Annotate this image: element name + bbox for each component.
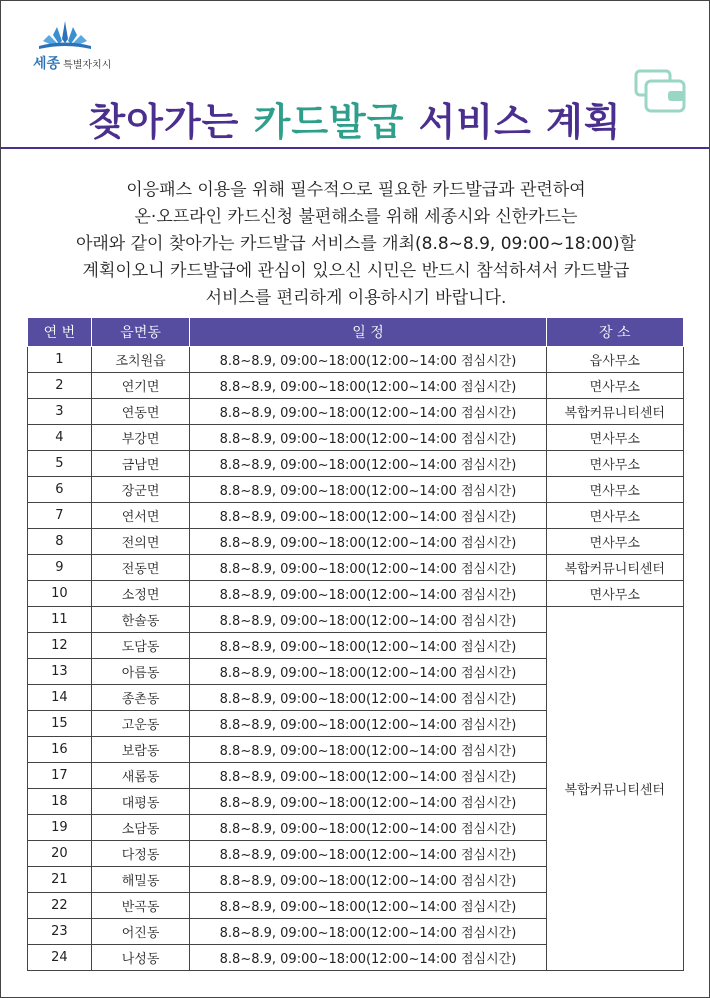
row-area: 연기면 [91,373,190,399]
row-number: 6 [28,477,92,503]
title-divider [1,147,709,149]
title-part-1: 찾아가는 [88,100,254,144]
row-area: 해밀동 [91,867,190,893]
table-row [28,373,684,399]
row-number: 7 [28,503,92,529]
row-area: 전동면 [91,555,190,581]
row-area: 보람동 [91,737,190,763]
row-number: 12 [28,633,92,659]
row-schedule: 8.8~8.9, 09:00~18:00(12:00~14:00 점심시간) [190,503,546,529]
table-row [28,425,684,451]
row-number: 5 [28,451,92,477]
table-row [28,477,684,503]
row-area: 다정동 [91,841,190,867]
row-place: 복합커뮤니티센터 [546,555,683,581]
schedule-body [28,347,684,971]
row-number: 3 [28,399,92,425]
table-row [28,399,684,425]
row-number: 15 [28,711,92,737]
row-area: 전의면 [91,529,190,555]
table-row [28,503,684,529]
header-no: 연 번 [28,318,92,347]
row-place: 면사무소 [546,425,683,451]
sejong-emblem-icon [37,19,93,53]
row-area: 종촌동 [91,685,190,711]
row-area: 부강면 [91,425,190,451]
row-place: 면사무소 [546,477,683,503]
merged-place: 복합커뮤니티센터 [546,607,683,971]
row-place: 면사무소 [546,503,683,529]
intro-line: 계획이오니 카드발급에 관심이 있으신 시민은 반드시 참석하셔서 카드발급 [82,261,630,281]
intro-line: 온·오프라인 카드신청 불편해소를 위해 세종시와 신한카드는 [134,207,578,227]
intro-line: 아래와 같이 찾아가는 카드발급 서비스를 개최(8.8~8.9, 09:00~18:00)할 [75,234,637,254]
row-schedule: 8.8~8.9, 09:00~18:00(12:00~14:00 점심시간) [190,633,546,659]
row-number: 21 [28,867,92,893]
row-area: 나성동 [91,945,190,971]
row-schedule: 8.8~8.9, 09:00~18:00(12:00~14:00 점심시간) [190,373,546,399]
table-row [28,529,684,555]
row-area: 고운동 [91,711,190,737]
row-number: 24 [28,945,92,971]
row-number: 10 [28,581,92,607]
row-number: 1 [28,347,92,373]
row-place: 읍사무소 [546,347,683,373]
row-schedule: 8.8~8.9, 09:00~18:00(12:00~14:00 점심시간) [190,425,546,451]
row-area: 반곡동 [91,893,190,919]
row-number: 22 [28,893,92,919]
header-place: 장 소 [546,318,683,347]
row-schedule: 8.8~8.9, 09:00~18:00(12:00~14:00 점심시간) [190,529,546,555]
row-schedule: 8.8~8.9, 09:00~18:00(12:00~14:00 점심시간) [190,893,546,919]
row-place: 복합커뮤니티센터 [546,399,683,425]
intro-line: 이응패스 이용을 위해 필수적으로 필요한 카드발급과 관련하여 [126,180,586,200]
row-area: 금남면 [91,451,190,477]
row-number: 9 [28,555,92,581]
row-area: 연서면 [91,503,190,529]
row-number: 23 [28,919,92,945]
row-schedule: 8.8~8.9, 09:00~18:00(12:00~14:00 점심시간) [190,451,546,477]
header-area: 읍면동 [91,318,190,347]
row-schedule: 8.8~8.9, 09:00~18:00(12:00~14:00 점심시간) [190,711,546,737]
row-area: 아름동 [91,659,190,685]
row-number: 13 [28,659,92,685]
row-number: 19 [28,815,92,841]
table-row [28,607,684,633]
row-number: 18 [28,789,92,815]
row-schedule: 8.8~8.9, 09:00~18:00(12:00~14:00 점심시간) [190,763,546,789]
row-schedule: 8.8~8.9, 09:00~18:00(12:00~14:00 점심시간) [190,581,546,607]
row-number: 8 [28,529,92,555]
table-row [28,581,684,607]
row-schedule: 8.8~8.9, 09:00~18:00(12:00~14:00 점심시간) [190,555,546,581]
row-number: 20 [28,841,92,867]
title-part-2: 카드발급 [253,100,405,144]
row-schedule: 8.8~8.9, 09:00~18:00(12:00~14:00 점심시간) [190,477,546,503]
row-number: 11 [28,607,92,633]
row-schedule: 8.8~8.9, 09:00~18:00(12:00~14:00 점심시간) [190,919,546,945]
logo-name: 세종 [33,56,61,72]
row-schedule: 8.8~8.9, 09:00~18:00(12:00~14:00 점심시간) [190,607,546,633]
row-area: 한솔동 [91,607,190,633]
row-schedule: 8.8~8.9, 09:00~18:00(12:00~14:00 점심시간) [190,945,546,971]
row-area: 소정면 [91,581,190,607]
intro-paragraph [51,177,661,312]
row-area: 조치원읍 [91,347,190,373]
page-title [1,91,709,146]
table-header-row [28,318,684,347]
row-number: 2 [28,373,92,399]
row-area: 연동면 [91,399,190,425]
row-place: 면사무소 [546,529,683,555]
table-row [28,451,684,477]
row-schedule: 8.8~8.9, 09:00~18:00(12:00~14:00 점심시간) [190,685,546,711]
row-area: 소담동 [91,815,190,841]
row-area: 대평동 [91,789,190,815]
row-schedule: 8.8~8.9, 09:00~18:00(12:00~14:00 점심시간) [190,737,546,763]
schedule-table [27,317,684,971]
row-number: 17 [28,763,92,789]
title-part-3: 서비스 계획 [404,100,622,144]
row-schedule: 8.8~8.9, 09:00~18:00(12:00~14:00 점심시간) [190,815,546,841]
row-number: 14 [28,685,92,711]
row-schedule: 8.8~8.9, 09:00~18:00(12:00~14:00 점심시간) [190,347,546,373]
table-row [28,347,684,373]
row-number: 16 [28,737,92,763]
row-area: 장군면 [91,477,190,503]
row-schedule: 8.8~8.9, 09:00~18:00(12:00~14:00 점심시간) [190,867,546,893]
row-place: 면사무소 [546,581,683,607]
row-number: 4 [28,425,92,451]
row-schedule: 8.8~8.9, 09:00~18:00(12:00~14:00 점심시간) [190,659,546,685]
table-row [28,555,684,581]
sejong-logo [31,19,141,71]
row-area: 어진동 [91,919,190,945]
row-area: 도담동 [91,633,190,659]
header-schedule: 일 정 [190,318,546,347]
logo-subtitle: 특별자치시 [63,60,112,71]
intro-line: 서비스를 편리하게 이용하시기 바랍니다. [205,288,507,308]
row-schedule: 8.8~8.9, 09:00~18:00(12:00~14:00 점심시간) [190,841,546,867]
row-schedule: 8.8~8.9, 09:00~18:00(12:00~14:00 점심시간) [190,399,546,425]
row-schedule: 8.8~8.9, 09:00~18:00(12:00~14:00 점심시간) [190,789,546,815]
row-place: 면사무소 [546,451,683,477]
row-area: 새롬동 [91,763,190,789]
row-place: 면사무소 [546,373,683,399]
